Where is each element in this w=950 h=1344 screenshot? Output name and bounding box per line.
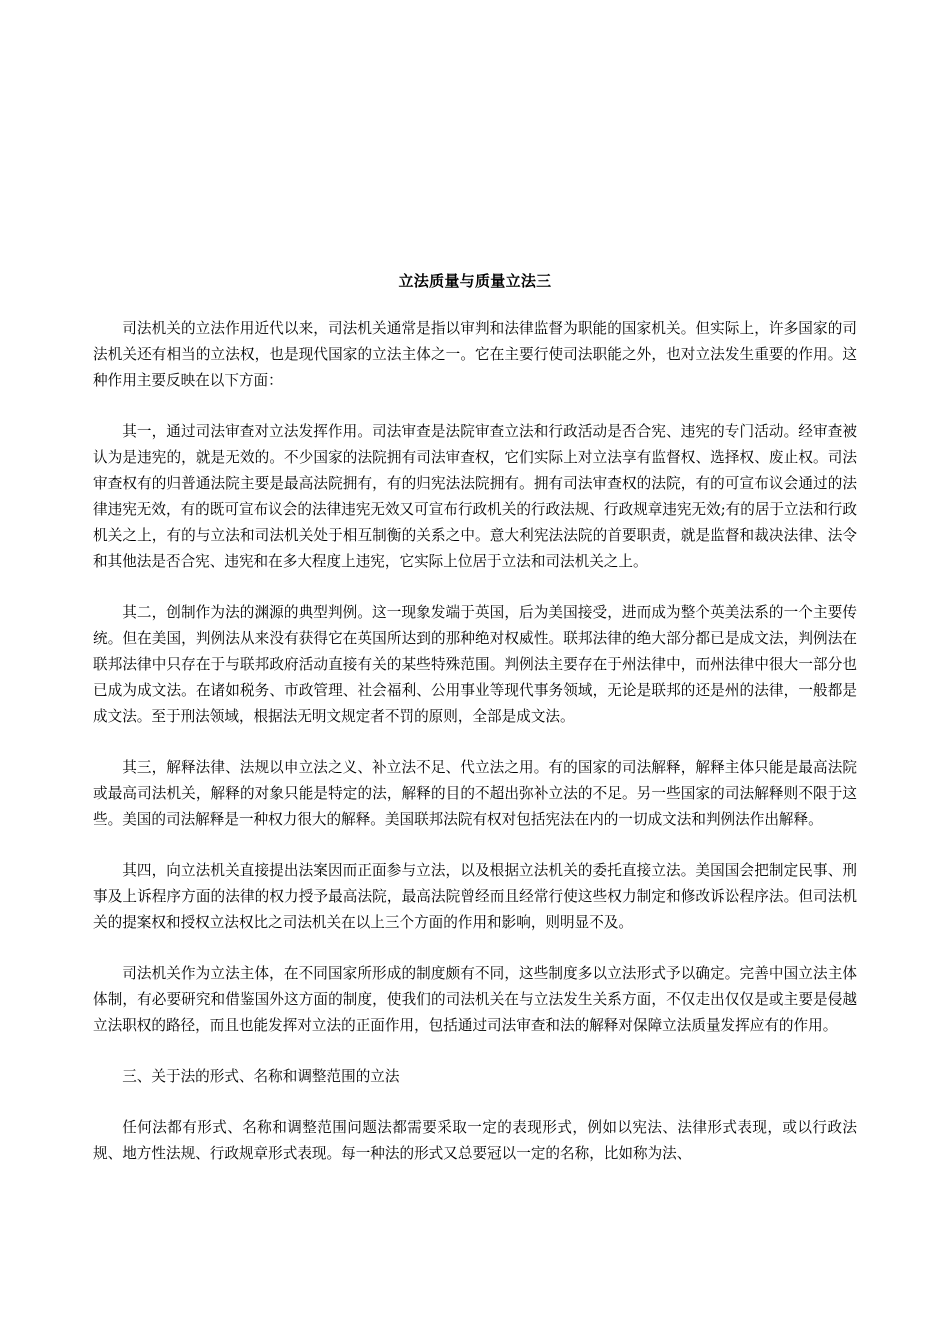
paragraph-conclusion: 司法机关作为立法主体，在不同国家所形成的制度颇有不同，这些制度多以立法形式予以确定。完善中国立法主体体制，有必要研究和借鉴国外这方面的制度，使我们的司法机关在与立法发生关系方面，不仅走出仅仅是或主要是侵越立法职权的路径，而且也能发挥对立法的正面作用，包括通过司法审查和法的解释对保障立法质量发挥应有的作用。 (93, 965, 857, 1034)
section-heading: 三、关于法的形式、名称和调整范围的立法 (122, 1068, 400, 1085)
paragraph-first: 其一，通过司法审查对立法发挥作用。司法审查是法院审查立法和行政活动是否合宪、违宪的专门活动。经审查被认为是违宪的，就是无效的。不少国家的法院拥有司法审查权，它们实际上对立法享有监督权、选择权、废止权。司法审查权有的归普通法院主要是最高法院拥有，有的归宪法法院拥有。拥有司法审查权的法院，有的可宣布议会通过的法律违宪无效，有的既可宣布议会的法律违宪无效又可宣布行政机关的行政法规、行政规章违宪无效;有的居于立法和行政机关之上，有的与立法和司法机关处于相互制衡的关系之中。意大利宪法法院的首要职责，就是监督和裁决法律、法令和其他法是否合宪、违宪和在多大程度上违宪，它实际上位居于立法和司法机关之上。 (93, 423, 857, 570)
paragraph-fourth: 其四，向立法机关直接提出法案因而正面参与立法，以及根据立法机关的委托直接立法。美国国会把制定民事、刑事及上诉程序方面的法律的权力授予最高法院，最高法院曾经而且经常行使这些权力制定和修改诉讼程序法。但司法机关的提案权和授权立法权比之司法机关在以上三个方面的作用和影响，则明显不及。 (93, 862, 857, 931)
paragraph-second: 其二，创制作为法的渊源的典型判例。这一现象发端于英国，后为美国接受，进而成为整个英美法系的一个主要传统。但在美国，判例法从来没有获得它在英国所达到的那种绝对权威性。联邦法律的绝大部分都已是成文法，判例法在联邦法律中只存在于与联邦政府活动直接有关的某些特殊范围。判例法主要存在于州法律中，而州法律中很大一部分也已成为成文法。在诸如税务、市政管理、社会福利、公用事业等现代事务领域，无论是联邦的还是州的法律，一般都是成文法。至于刑法领域，根据法无明文规定者不罚的原则，全部是成文法。 (93, 604, 857, 725)
document-page (93, 268, 857, 1192)
document-title: 立法质量与质量立法三 (398, 272, 552, 290)
paragraph-third: 其三，解释法律、法规以申立法之义、补立法不足、代立法之用。有的国家的司法解释，解释主体只能是最高法院或最高司法机关，解释的对象只能是特定的法，解释的目的不超出弥补立法的不足。另一些国家的司法解释则不限于这些。美国的司法解释是一种权力很大的解释。美国联邦法院有权对包括宪法在内的一切成文法和判例法作出解释。 (93, 759, 857, 828)
paragraph-forms: 任何法都有形式、名称和调整范围问题法都需要采取一定的表现形式，例如以宪法、法律形式表现，或以行政法规、地方性法规、行政规章形式表现。每一种法的形式又总要冠以一定的名称，比如称为法、 (93, 1119, 857, 1162)
paragraph-intro: 司法机关的立法作用近代以来，司法机关通常是指以审判和法律监督为职能的国家机关。但实际上，许多国家的司法机关还有相当的立法权，也是现代国家的立法主体之一。它在主要行使司法职能之外，也对立法发生重要的作用。这种作用主要反映在以下方面： (93, 320, 857, 389)
